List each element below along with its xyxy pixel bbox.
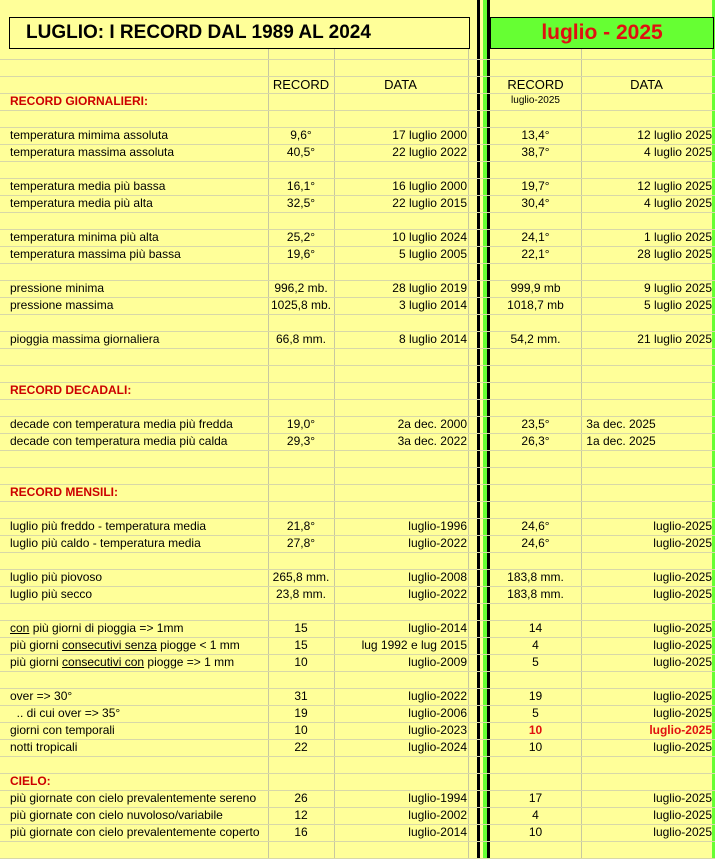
record-value: 9,6° [290,128,312,142]
row-label: temperatura media più alta [10,196,153,210]
label-start: più giorni [10,655,63,669]
record-date: 10 luglio 2024 [392,230,467,244]
record-value: 996,2 mb. [274,281,328,295]
value-2025: 1018,7 mb [507,298,564,312]
value-2025: 19 [528,689,543,703]
value-2025: 10 [528,740,543,754]
record-value: 29,3° [286,434,316,448]
table-row [0,637,715,654]
value-2025: 5 [532,655,539,669]
value-2025: 22,1° [521,247,550,261]
record-value: 12 [294,808,308,822]
label-underlined: con [10,621,30,635]
date-2025: 1a dec. 2025 [586,434,656,448]
date-2025: luglio-2025 [653,689,712,703]
record-value: 10 [294,723,308,737]
value-2025: 13,4° [521,128,550,142]
date-2025: luglio-2025 [653,519,712,533]
grid-row-line [0,671,715,672]
record-value: 26 [294,791,308,805]
value-2025-highlight: 10 [528,723,543,737]
section-heading [0,773,715,790]
date-2025: luglio-2025 [653,655,712,669]
row-label: temperatura minima più alta [10,230,159,244]
record-date: 3 luglio 2014 [398,298,467,312]
row-label: giorni con temporali [10,723,115,737]
table-row [0,433,715,450]
grid-row-line [0,314,715,315]
record-date: luglio-2014 [408,621,467,635]
record-value: 15 [294,621,308,635]
value-2025: 54,2 mm. [510,332,561,346]
date-2025: luglio-2025 [653,791,712,805]
record-value: 23,8 mm. [275,587,326,601]
record-value: 32,5° [286,196,316,210]
value-2025: 10 [528,825,543,839]
value-2025: 4 [532,638,539,652]
grid-row-line [0,365,715,366]
header-data: DATA [384,77,417,92]
table-row [0,246,715,263]
grid-row-line [0,603,715,604]
record-value: 265,8 mm. [272,570,330,584]
date-2025: 3a dec. 2025 [586,417,656,431]
date-2025: 9 luglio 2025 [643,281,712,295]
record-date: luglio-1996 [408,519,467,533]
record-value: 31 [294,689,308,703]
table-row [0,620,715,637]
table-row [0,229,715,246]
date-2025: luglio-2025 [653,706,712,720]
value-2025: 5 [532,706,539,720]
row-label: notti tropicali [10,740,78,754]
value-2025: 24,1° [521,230,550,244]
label-rest: più giorni di pioggia => 1mm [29,621,184,635]
date-2025: 21 luglio 2025 [637,332,712,346]
row-label: temperatura mimima assoluta [10,128,169,142]
table-row [0,586,715,603]
date-2025: luglio-2025 [653,825,712,839]
grid-row-line [0,450,715,451]
record-value: 27,8° [286,536,316,550]
date-2025: 1 luglio 2025 [643,230,712,244]
section-giornalieri: RECORD GIORNALIERI: [10,94,148,108]
row-label: luglio più piovoso [10,570,103,584]
row-label: luglio più freddo - temperatura media [10,519,207,533]
section-heading [0,93,715,110]
value-2025: 999,9 mb [510,281,561,295]
record-value: 1025,8 mb. [270,298,332,312]
row-label: decade con temperatura media più calda [10,434,228,448]
date-2025: luglio-2025 [653,621,712,635]
record-value: 19 [294,706,308,720]
title-box [9,17,470,49]
record-date: luglio-2023 [408,723,467,737]
label-underlined: consecutivi senza [62,638,157,652]
value-2025: 30,4° [521,196,550,210]
value-2025: 183,8 mm. [507,587,564,601]
record-date: luglio-2022 [408,587,467,601]
grid-row-line [0,59,715,60]
record-value: 19,6° [286,247,316,261]
table-row [0,280,715,297]
record-date: luglio-2022 [408,689,467,703]
table-row [0,518,715,535]
value-2025: 38,7° [521,145,550,159]
grid-row-line [0,756,715,757]
header-record: RECORD [272,77,330,92]
header-data-2025: DATA [630,77,663,92]
record-date: luglio-2014 [408,825,467,839]
record-date: lug 1992 e lug 2015 [361,638,467,652]
record-date: 17 luglio 2000 [392,128,467,142]
date-2025: luglio-2025 [653,808,712,822]
page-title: LUGLIO: I RECORD DAL 1989 AL 2024 [26,22,371,43]
table-row [0,807,715,824]
table-row [0,705,715,722]
section-decadali: RECORD DECADALI: [10,383,132,397]
row-label: pressione massima [10,298,114,312]
row-label: pressione minima [10,281,105,295]
date-2025: luglio-2025 [653,570,712,584]
record-date: 28 luglio 2019 [392,281,467,295]
table-row [0,331,715,348]
date-2025: 4 luglio 2025 [643,196,712,210]
date-2025: luglio-2025 [653,740,712,754]
row-label: temperatura massima assoluta [10,145,175,159]
record-value: 19,0° [286,417,316,431]
table-row [0,790,715,807]
record-value: 16 [294,825,308,839]
table-row [0,654,715,671]
table-row [0,416,715,433]
record-date: luglio-1994 [408,791,467,805]
table-row [0,144,715,161]
table-row [0,739,715,756]
grid-row-line [0,467,715,468]
record-value: 66,8 mm. [275,332,326,346]
date-2025: 12 luglio 2025 [637,128,712,142]
section-heading [0,484,715,501]
row-label: più giornate con cielo prevalentemente coperto [10,825,260,839]
section-cielo: CIELO: [10,774,51,788]
table-row [0,535,715,552]
row-label: over => 30° [10,689,73,703]
label-underlined: consecutivi con [62,655,145,669]
record-date: luglio-2006 [408,706,467,720]
date-2025: luglio-2025 [653,638,712,652]
row-label [10,637,240,654]
table-row [0,688,715,705]
label-end: piogge => 1 mm [144,655,235,669]
row-label [10,620,183,637]
value-2025: 183,8 mm. [507,570,564,584]
record-date: luglio-2009 [408,655,467,669]
header-sub-2025: luglio-2025 [511,95,560,106]
date-2025: luglio-2025 [653,587,712,601]
grid-row-line [0,552,715,553]
date-2025: 5 luglio 2025 [643,298,712,312]
table-row [0,569,715,586]
row-label: più giornate con cielo nuvoloso/variabile [10,808,223,822]
date-2025-highlight: luglio-2025 [649,723,712,737]
date-2025: 4 luglio 2025 [643,145,712,159]
label-end: piogge < 1 mm [156,638,240,652]
record-date: 22 luglio 2015 [392,196,467,210]
row-label: luglio più caldo - temperatura media [10,536,201,550]
record-value: 25,2° [286,230,316,244]
record-date: 2a dec. 2000 [397,417,467,431]
row-label: luglio più secco [10,587,93,601]
grid-row-line [0,399,715,400]
record-date: luglio-2002 [408,808,467,822]
row-label [10,654,234,671]
row-label: temperatura massima più bassa [10,247,181,261]
record-date: luglio-2024 [408,740,467,754]
title-2025-box [490,17,714,49]
record-date: luglio-2008 [408,570,467,584]
table-row [0,195,715,212]
record-date: 3a dec. 2022 [397,434,467,448]
table-row [0,824,715,841]
table-row [0,722,715,739]
value-2025: 4 [532,808,539,822]
record-date: 16 luglio 2000 [392,179,467,193]
table-row [0,178,715,195]
section-heading [0,382,715,399]
title-2025: luglio - 2025 [541,21,663,44]
value-2025: 24,6° [521,519,550,533]
record-value: 10 [294,655,308,669]
record-date: 22 luglio 2022 [392,145,467,159]
record-value: 21,8° [286,519,316,533]
row-label: più giornate con cielo prevalentemente sereno [10,791,257,805]
header-record-2025: RECORD [507,77,564,92]
value-2025: 24,6° [521,536,550,550]
date-2025: 28 luglio 2025 [637,247,712,261]
date-2025: 12 luglio 2025 [637,179,712,193]
record-value: 16,1° [286,179,316,193]
section-mensili: RECORD MENSILI: [10,485,118,499]
value-2025: 19,7° [521,179,550,193]
row-label: temperatura media più bassa [10,179,166,193]
value-2025: 17 [528,791,543,805]
grid-row-line [0,161,715,162]
record-value: 22 [294,740,308,754]
value-2025: 26,3° [521,434,550,448]
table-row [0,297,715,314]
grid-row-line [0,263,715,264]
grid-row-line [0,212,715,213]
record-value: 40,5° [286,145,316,159]
grid-row-line [0,348,715,349]
label-start: più giorni [10,638,63,652]
value-2025: 14 [528,621,543,635]
grid-row-line [0,501,715,502]
record-date: luglio-2022 [408,536,467,550]
grid-row-line [0,841,715,842]
row-label: pioggia massima giornaliera [10,332,160,346]
row-label: .. di cui over => 35° [10,706,121,720]
record-date: 8 luglio 2014 [398,332,467,346]
date-2025: luglio-2025 [653,536,712,550]
record-value: 15 [294,638,308,652]
table-row [0,127,715,144]
value-2025: 23,5° [521,417,550,431]
grid-row-line [0,110,715,111]
row-label: decade con temperatura media più fredda [10,417,233,431]
record-date: 5 luglio 2005 [398,247,467,261]
